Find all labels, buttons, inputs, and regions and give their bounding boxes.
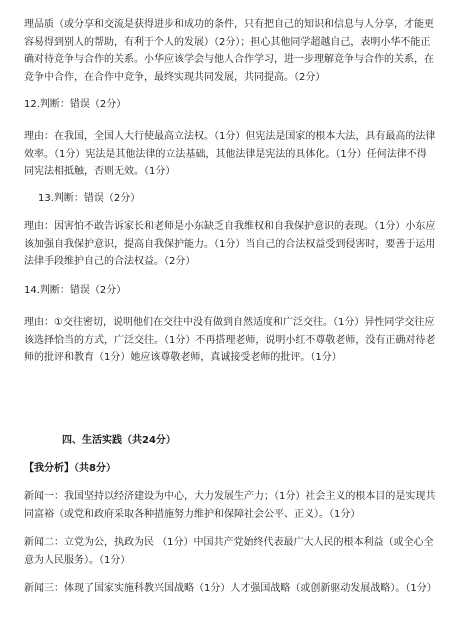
- news-one-answer: 新闻一：我国坚持以经济建设为中心，大力发展生产力；（1分）社会主义的根本目的是实现共同富裕（或党和政府采取各种措施努力维护和保障社会公平、正义）。（1分）: [24, 491, 436, 520]
- section-heading-life-practice: 四、生活实践（共24分）: [62, 435, 176, 446]
- news-three-answer: 新闻三：体现了国家实施科教兴国战略（1分）人才强国战略（或创新驱动发展战略）。（1分）: [24, 583, 437, 594]
- question-14-judgment: 14.判断：错误（2分）: [24, 285, 127, 296]
- question-13-judgment: 13.判断：错误（2分）: [38, 193, 141, 204]
- question-12-judgment: 12.判断：错误（2分）: [24, 99, 127, 110]
- answer-paragraph-11: 理品质（或分享和交流是获得进步和成功的条件，只有把自己的知识和信息与人分享，才能更容易得到别人的帮助，有利于个人的发展）（2分）；担心其他同学超越自己，表明小华不能正确对待竞争与合作的关系。小华应该学会与他人合作学习，进一步理解竞争与合作的关系，在竞争中合作，在合作中竞争，最终实现共同发展，共同提高。（2分）: [24, 19, 434, 83]
- subsection-heading-analysis: 【我分析】（共8分）: [24, 463, 116, 474]
- news-two-answer: 新闻二：立党为公，执政为民 （1分）中国共产党始终代表最广大人民的根本利益（或全心全意为人民服务）。（1分）: [24, 537, 434, 566]
- answer-paragraph-12: 理由：在我国，全国人大行使最高立法权。（1分）但宪法是国家的根本大法，具有最高的法律效率。（1分）宪法是其他法律的立法基础，其他法律是宪法的具体化。（1分）任何法律不得同宪法相抵触，否则无效。（1分）: [24, 131, 436, 177]
- answer-paragraph-13: 理由：因害怕不敢告诉家长和老师是小东缺乏自我维权和自我保护意识的表现。（1分）小东应该加强自我保护意识，提高自我保护能力。（1分）当自己的合法权益受到侵害时，要善于运用法律手段维护自己的合法权益。（2分）: [24, 221, 436, 267]
- answer-paragraph-14: 理由：①交往密切，说明他们在交往中没有做到自然适度和广泛交往。（1分）异性同学交往应该选择恰当的方式，广泛交往。（1分）不再搭理老师，说明小红不尊敬老师，没有正确对待老师的批评和教育（1分）她应该尊敬老师，真诚接受老师的批评。（1分）: [24, 317, 436, 363]
